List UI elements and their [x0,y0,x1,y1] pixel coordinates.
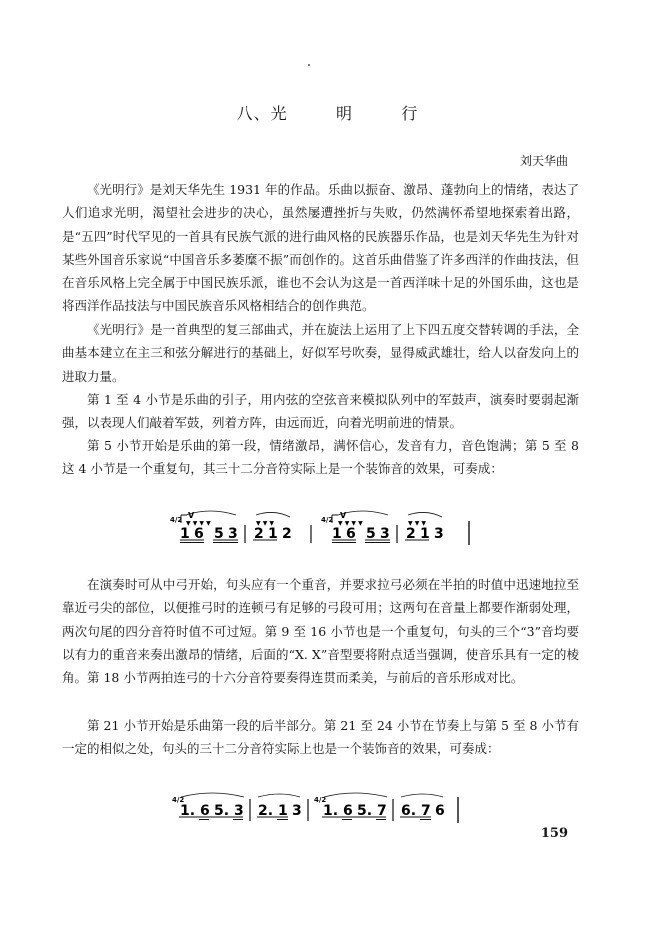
note: 1 [278,803,288,819]
notation-example-2 [0,785,655,825]
note: 1. [323,803,339,819]
svg-text:4/2: 4/2 [170,516,183,524]
note: 5. [214,803,230,819]
note: 7 [421,803,431,819]
paragraph: 第 21 小节开始是乐曲第一段的后半部分。第 21 至 24 小节在节奏上与第 5 至 8 小节有一定的相似之处，句头的三十二分音符实际上也是一个装饰音的效果，可奏成： [62,718,579,757]
note: 3 [234,803,244,819]
note: 1 [420,526,430,542]
note: 3 [228,526,238,542]
paragraph: 《光明行》是一首典型的复三部曲式，并在旋法上运用了上下四五度交替转调的手法，全曲基本建立在主三和弦分解进行的基础上，好似军号吹奏，显得威武雄壮，给人以奋发向上的进取力量。 [62,322,579,384]
composer-credit: 刘天华曲 [519,154,568,168]
slur [324,793,387,797]
svg-text:4/2: 4/2 [172,796,185,804]
note: 6 [194,526,204,542]
slur [181,793,244,797]
note: 2 [282,526,292,542]
note: 7 [377,803,387,819]
note: 2 [406,526,416,542]
up-bow-mark: V [188,511,195,520]
note: 6. [401,803,417,819]
note: 6 [343,803,353,819]
print-speck [308,64,310,66]
paragraph: 在演奏时可从中弓开始，句头应有一个重音，并要求拉弓必须在半拍的时值中迅速地拉至靠近弓尖的部位，以便推弓时的连顿弓有足够的弓段可用；这两句在音量上都要作渐弱处理，两次句尾的四分音符时值不可过短。第 9 至 16 小节也是一个重复句，句头的三个“3̇”音均要以有力的重音来奏出激昂的情绪，后面的“X. X”音型要将附点适当强调，使音乐具有一定的棱角。第 18 小节两拍连弓的十六分音符要奏得连贯而柔美，与前后的音乐形成对比。 [62,577,579,686]
note: 5. [357,803,373,819]
slur [401,794,443,797]
note: 5 [214,526,224,542]
svg-text:4/2: 4/2 [321,516,334,524]
note: 1. [180,803,196,819]
slur [408,512,442,517]
paragraph: 第 5 小节开始是乐曲的第一段，情绪激昂，满怀信心，发音有力，音色饱满；第 5 至 8 这 4 小节是一个重复句，其三十二分音符实际上是一个装饰音的效果，可奏成： [62,438,579,477]
note: 5 [366,526,376,542]
note: 2. [258,803,274,819]
up-bow-mark: V [340,511,347,520]
note: 3 [380,526,390,542]
note: 1 [332,526,342,542]
note: 6 [200,803,210,819]
note: 6 [435,803,445,819]
accent-mark: ▼ ▼ ▼ ▼ [338,520,363,527]
note: 3 [292,803,302,819]
note: 6 [346,526,356,542]
notation-example-1 [0,505,655,545]
slur [256,512,290,517]
page-title: 八、光 明 行 [236,104,419,123]
svg-text:4/2: 4/2 [314,796,327,804]
accent-mark: ▼ ▼ ▼ ▼ [186,520,211,527]
note: 1 [180,526,190,542]
paragraph: 第 1 至 4 小节是乐曲的引子，用内弦的空弦音来模拟队列中的军鼓声，演奏时要弱起渐强，以表现人们敲着军鼓，列着方阵，由远而近，向着光明前进的情景。 [62,392,579,431]
note: 2 [254,526,264,542]
accent-mark: ▼ ▼ ▼ [256,520,275,527]
slur [258,794,300,797]
note: 1 [268,526,278,542]
note: 3 [434,526,444,542]
accent-mark: ▼ ▼ ▼ [408,520,427,527]
paragraph: 《光明行》是刘天华先生 1931 年的作品。乐曲以振奋、激昂、蓬勃向上的情绪，表达了人们追求光明，渴望社会进步的决心，虽然屡遭挫折与失败，仍然满怀希望地探索着出路，是“五四”时代罕见的一首具有民族气派的进行曲风格的民族器乐作品，也是刘天华先生为针对某些外国音乐家说“中国音乐多萎糜不振”而创作的。这首乐曲借鉴了许多西洋的作曲技法，但在音乐风格上完全属于中国民族乐派，谁也不会认为这是一首西洋味十足的外国乐曲，这也是将西洋作品技法与中国民族音乐风格相结合的创作典范。 [62,182,579,314]
page-number: 159 [540,826,568,841]
